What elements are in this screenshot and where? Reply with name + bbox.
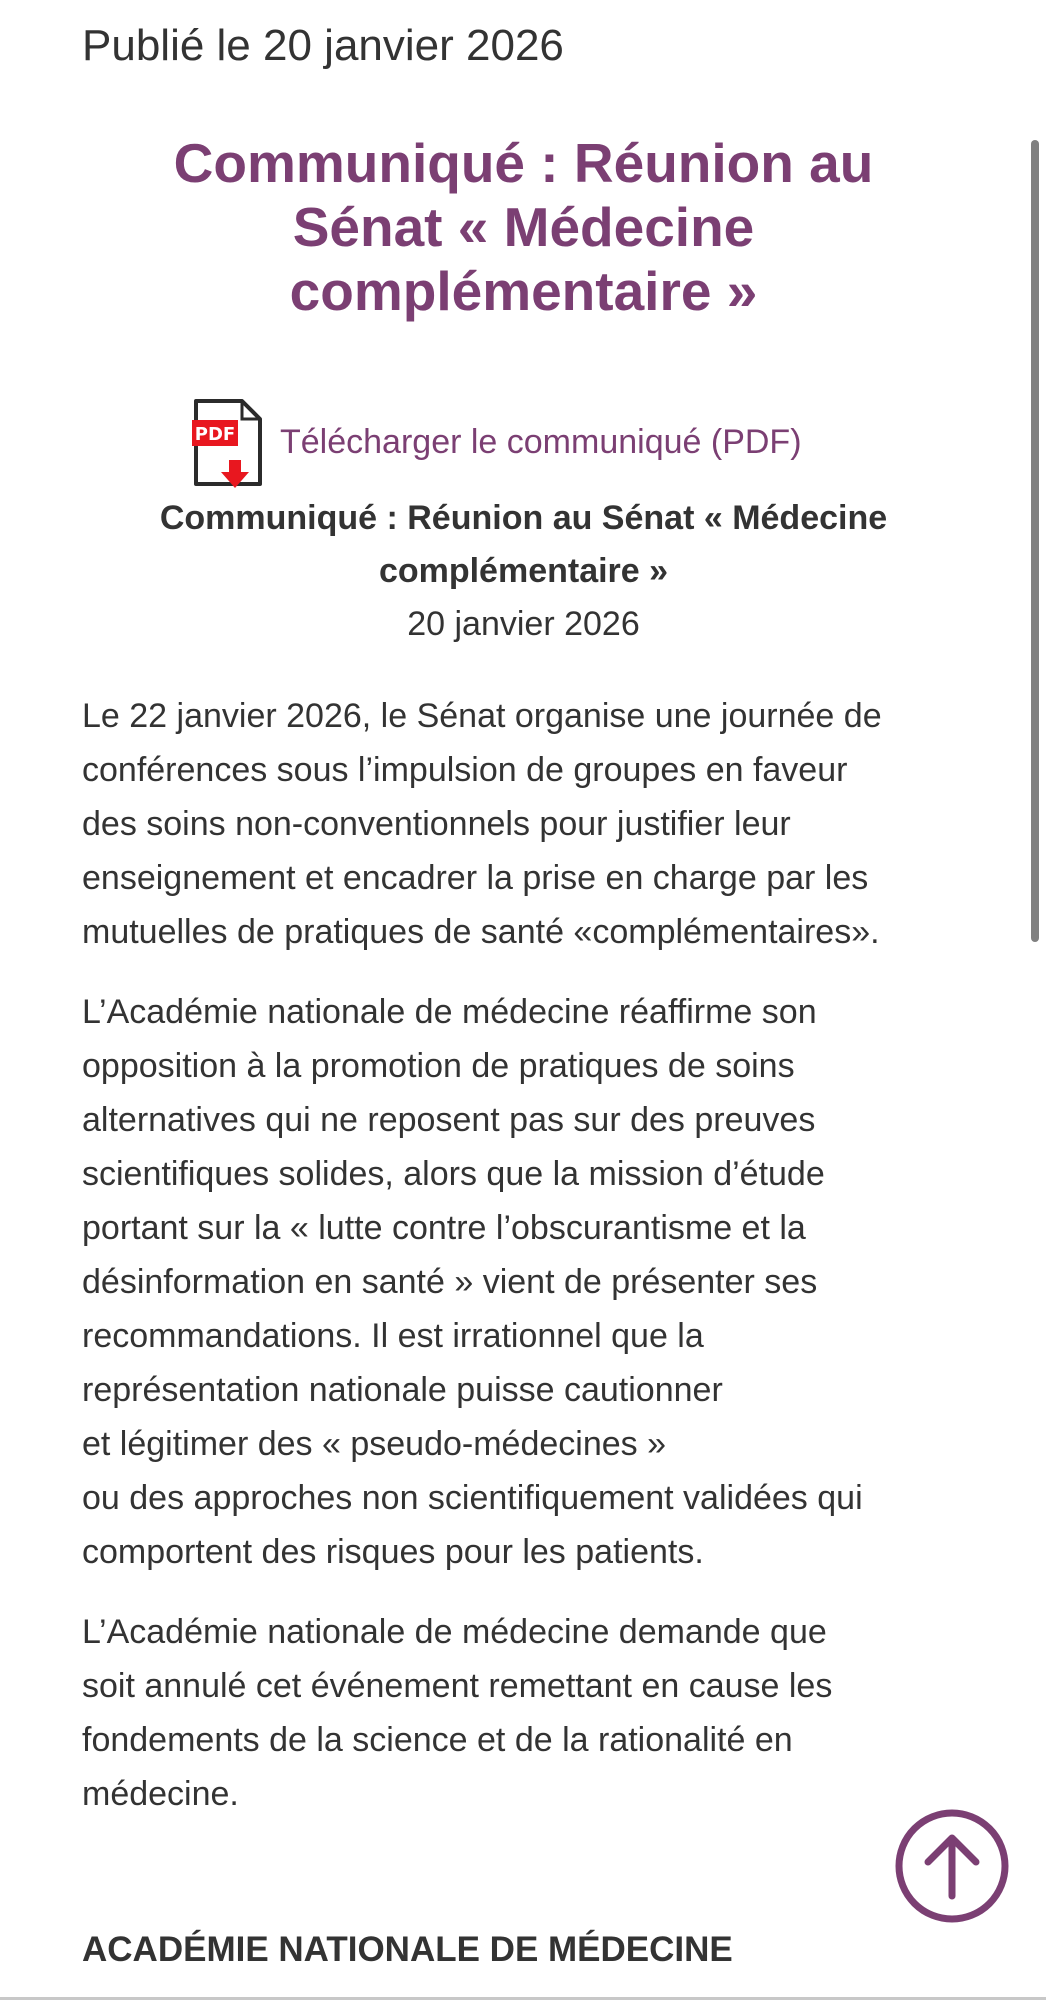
paragraph-line: représentation nationale puisse cautionner: [82, 1371, 723, 1409]
communique-subheading: [82, 492, 965, 651]
paragraph-2: [82, 985, 965, 1579]
arrow-up-circle-icon: [928, 1838, 976, 1896]
paragraph-line: opposition à la promotion de pratiques de soins: [82, 1047, 795, 1085]
page-title-line: Communiqué : Réunion au: [173, 132, 874, 194]
paragraph-3: [82, 1605, 965, 1821]
download-row: [190, 398, 802, 490]
page-title-line: Sénat « Médecine: [292, 196, 755, 258]
paragraph-line: comportent des risques pour les patients.: [82, 1533, 704, 1571]
paragraph-line: L’Académie nationale de médecine demande que: [82, 1613, 827, 1651]
paragraph-line: des soins non-conventionnels pour justifier leur: [82, 805, 791, 843]
paragraph-line: recommandations. Il est irrationnel que la: [82, 1317, 704, 1355]
pdf-icon-label: PDF: [194, 424, 236, 445]
paragraph-line: Le 22 janvier 2026, le Sénat organise une journée de: [82, 697, 882, 735]
paragraph-line: portant sur la « lutte contre l’obscurantisme et la: [82, 1209, 806, 1247]
back-to-top-button[interactable]: [894, 1808, 1010, 1924]
paragraph-line: médecine.: [82, 1775, 239, 1813]
subheading-line: Communiqué : Réunion au Sénat « Médecine: [159, 499, 888, 537]
paragraph-line: alternatives qui ne reposent pas sur des preuves: [82, 1101, 816, 1139]
paragraph-line: scientifiques solides, alors que la mission d’étude: [82, 1155, 825, 1193]
paragraph-line: désinformation en santé » vient de présenter ses: [82, 1263, 818, 1301]
footer-heading: ACADÉMIE NATIONALE DE MÉDECINE: [82, 1930, 733, 1969]
published-date: Publié le 20 janvier 2026: [82, 21, 564, 70]
paragraph-line: conférences sous l’impulsion de groupes en faveur: [82, 751, 848, 789]
paragraph-line: mutuelles de pratiques de santé «complémentaires».: [82, 913, 880, 951]
paragraph-1: [82, 689, 965, 959]
page-title: [82, 131, 965, 323]
pdf-download-icon[interactable]: [190, 398, 266, 490]
paragraph-line: et légitimer des « pseudo-médecines »: [82, 1425, 666, 1463]
subheading-line: complémentaire »: [378, 552, 669, 590]
scrollbar[interactable]: [1031, 140, 1039, 942]
paragraph-line: L’Académie nationale de médecine réaffirme son: [82, 993, 817, 1031]
paragraph-line: enseignement et encadrer la prise en charge par les: [82, 859, 869, 897]
download-pdf-link[interactable]: Télécharger le communiqué (PDF): [280, 422, 802, 461]
subheading-date: 20 janvier 2026: [407, 605, 640, 643]
page-title-line: complémentaire »: [289, 260, 758, 322]
paragraph-line: ou des approches non scientifiquement validées qui: [82, 1479, 863, 1517]
paragraph-line: soit annulé cet événement remettant en cause les: [82, 1667, 833, 1705]
paragraph-line: fondements de la science et de la rationalité en: [82, 1721, 793, 1759]
